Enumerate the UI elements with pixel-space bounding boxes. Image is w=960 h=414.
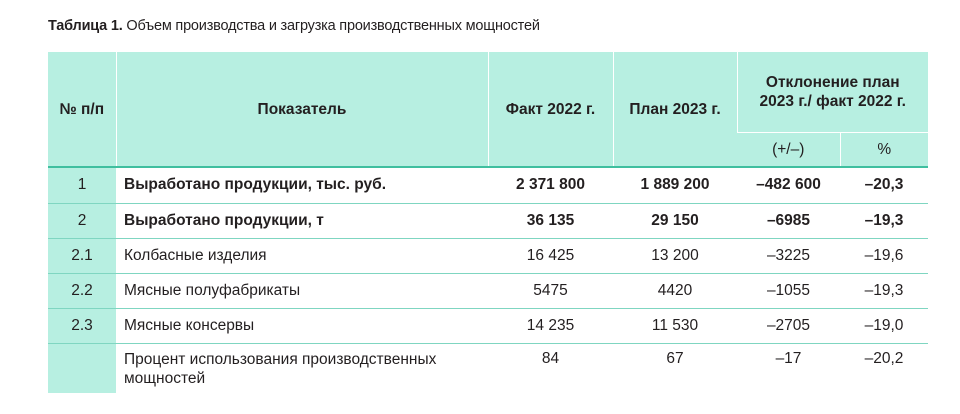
row-fact: 14 235 (488, 308, 613, 343)
row-num: 2.2 (48, 273, 116, 308)
table-row (48, 343, 928, 393)
row-plan: 11 530 (613, 308, 737, 343)
row-label: Колбасные изделия (116, 238, 488, 273)
row-pct: –19,0 (840, 308, 928, 343)
row-label: Процент использования производственных мощностей (116, 343, 488, 393)
table-row (48, 203, 928, 238)
table-caption (48, 18, 540, 34)
row-label: Выработано продукции, тыс. руб. (116, 167, 488, 203)
production-table (48, 52, 928, 393)
table-row (48, 167, 928, 203)
row-num: 2.1 (48, 238, 116, 273)
row-num (48, 343, 116, 393)
row-label: Мясные полуфабрикаты (116, 273, 488, 308)
row-fact: 84 (488, 343, 613, 393)
header-deviation-abs: (+/–) (737, 132, 840, 167)
row-fact: 5475 (488, 273, 613, 308)
row-plan: 29 150 (613, 203, 737, 238)
row-dev: –1055 (737, 273, 840, 308)
row-dev: –482 600 (737, 167, 840, 203)
row-plan: 67 (613, 343, 737, 393)
row-num: 1 (48, 167, 116, 203)
table-caption-label: Таблица 1. (48, 18, 123, 34)
table-row (48, 308, 928, 343)
row-pct: –20,3 (840, 167, 928, 203)
row-pct: –20,2 (840, 343, 928, 393)
header-plan: План 2023 г. (613, 52, 737, 167)
row-fact: 16 425 (488, 238, 613, 273)
row-plan: 4420 (613, 273, 737, 308)
row-fact: 2 371 800 (488, 167, 613, 203)
row-label: Выработано продукции, т (116, 203, 488, 238)
row-plan: 13 200 (613, 238, 737, 273)
row-label: Мясные консервы (116, 308, 488, 343)
header-deviation-pct: % (840, 132, 928, 167)
row-dev: –2705 (737, 308, 840, 343)
header-num: № п/п (48, 52, 116, 167)
table-row (48, 273, 928, 308)
row-dev: –6985 (737, 203, 840, 238)
header-indicator: Показатель (116, 52, 488, 167)
row-fact: 36 135 (488, 203, 613, 238)
table-caption-text: Объем производства и загрузка производственных мощностей (122, 18, 540, 34)
header-deviation: Отклонение план 2023 г./ факт 2022 г. (737, 52, 928, 132)
row-pct: –19,6 (840, 238, 928, 273)
row-num: 2 (48, 203, 116, 238)
row-pct: –19,3 (840, 203, 928, 238)
row-num: 2.3 (48, 308, 116, 343)
header-fact: Факт 2022 г. (488, 52, 613, 167)
table-row (48, 238, 928, 273)
row-plan: 1 889 200 (613, 167, 737, 203)
row-dev: –3225 (737, 238, 840, 273)
row-pct: –19,3 (840, 273, 928, 308)
row-dev: –17 (737, 343, 840, 393)
